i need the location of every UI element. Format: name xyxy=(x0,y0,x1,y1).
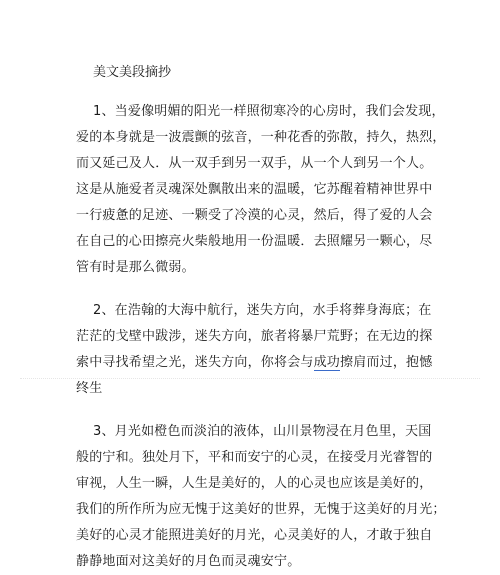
paragraph-line: 1、当爱像明媚的阳光一样照彻寒冷的心房时，我们会发现， xyxy=(93,104,445,119)
paragraph-line: 这是从施爱者灵魂深处飘散出来的温暖，它苏醒着精神世界中 xyxy=(76,182,433,197)
paragraph-line: 而又延己及人．从一双手到另一双手，从一个人到另一个人。 xyxy=(76,156,433,171)
paragraph-line: 2、在浩翰的大海中航行，迷失方向，水手将葬身海底；在 xyxy=(93,303,432,318)
paragraph-line: 美好的心灵才能照进美好的月光，心灵美好的人，才敢于独自 xyxy=(76,528,433,543)
paragraph-line: 审视，人生一瞬，人生是美好的，人的心灵也应该是美好的， xyxy=(76,476,433,491)
paragraph-line: 爱的本身就是一波震颤的弦音，一种花香的弥散，持久，热烈， xyxy=(76,130,446,145)
article-title: 美文美段摘抄 xyxy=(93,65,172,80)
paragraph-line: 一行疲惫的足迹、一颗受了冷漠的心灵，然后，得了爱的人会 xyxy=(76,208,433,223)
line-text: 擦肩而过，抱憾 xyxy=(340,355,433,370)
divider xyxy=(20,378,480,379)
paragraph-1 xyxy=(76,99,446,281)
paragraph-line: 般的宁和。独处月下，平和而安宁的心灵，在接受月光睿智的 xyxy=(76,450,433,465)
paragraph-line: 管有时是那么微弱。 xyxy=(76,260,195,275)
paragraph-line: 在自己的心田擦亮火柴般地用一份温暖．去照耀另一颗心，尽 xyxy=(76,234,433,249)
line-text: 索中寻找希望之光，迷失方向，你将会与 xyxy=(76,355,314,370)
keyword-link[interactable]: 成功 xyxy=(313,355,341,370)
paragraph-line: 我们的所作所为应无愧于这美好的世界，无愧于这美好的月光； xyxy=(76,502,446,517)
paragraph-3 xyxy=(76,419,446,575)
paragraph-line xyxy=(76,350,436,376)
paragraph-line: 静静地面对这美好的月色而灵魂安宁。 xyxy=(76,554,301,569)
paragraph-2 xyxy=(76,298,436,402)
paragraph-line: 3、月光如橙色而淡泊的液体，山川景物浸在月色里，天国 xyxy=(93,424,432,439)
paragraph-line: 茫茫的戈壁中跋涉，迷失方向，旅者将暴尸荒野；在无边的探 xyxy=(76,329,433,344)
paragraph-line: 终生 xyxy=(76,381,103,396)
